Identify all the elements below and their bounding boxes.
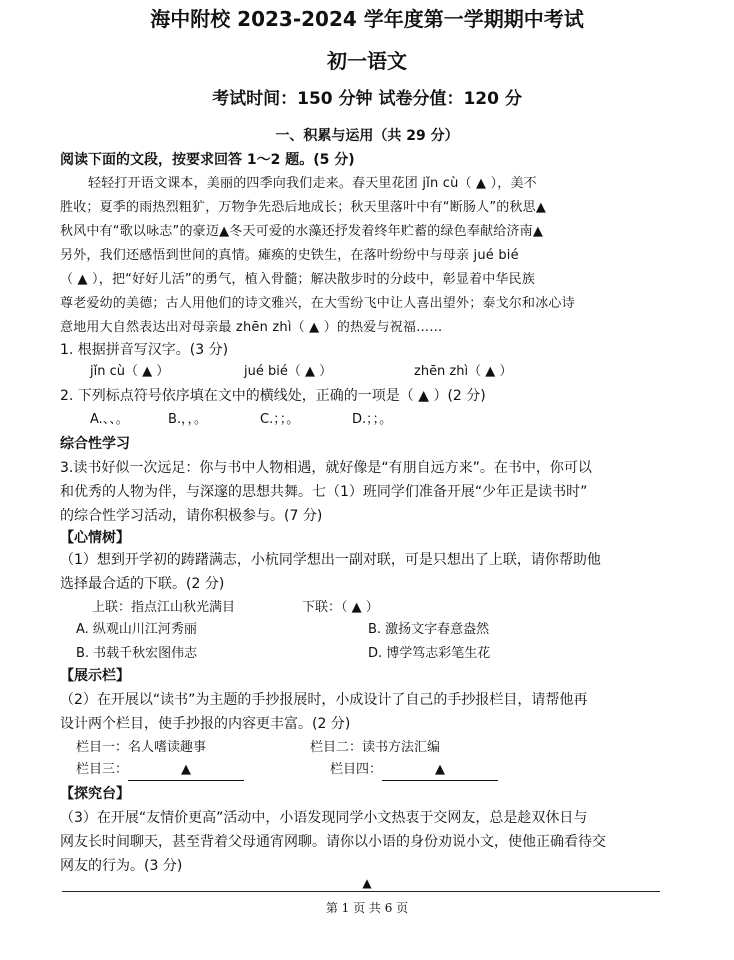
couplet-upper: 上联：指点江山秋光满目 (92, 600, 236, 615)
couplet-lower-blank[interactable]: 下联：（ ▲ ） (302, 600, 379, 615)
part1-option-b[interactable]: B. 激扬文字春意盎然 (368, 622, 490, 637)
q3-text: 3.读书好似一次远足：你与书中人物相遇，就好像是“有朋自远方来”。在书中，你可以 (60, 460, 592, 476)
q3-text: 的综合性学习活动，请你积极参与。(7 分) (60, 508, 323, 524)
q2-option-b[interactable]: B.，，。 (168, 412, 208, 427)
part1-option-a[interactable]: A. 纵观山川江河秀丽 (76, 622, 197, 637)
section-heading: 一、积累与运用（共 29 分） (275, 128, 459, 144)
part2-text: 设计两个栏目，使手抄报的内容更丰富。(2 分) (60, 716, 351, 732)
q1-blank-3[interactable]: zhēn zhì（ ▲ ） (414, 364, 513, 379)
column-four (330, 760, 498, 781)
column-one: 栏目一：名人嗜读趣事 (76, 740, 207, 755)
passage-line: 轻轻打开语文课本，美丽的四季向我们走来。春天里花团 jǐn cù（ ▲ ），美不 (88, 176, 537, 191)
part1-option-c[interactable]: B. 书载千秋宏图伟志 (76, 646, 198, 661)
passage-line: 秋风中有“歌以咏志”的豪迈▲冬天可爱的水藻还抒发着终年贮蓄的绿色奉献给济南▲ (60, 224, 544, 239)
footer-divider (62, 891, 660, 892)
part-label-display: 【展示栏】 (60, 668, 130, 684)
question-2: 2. 下列标点符号依序填在文中的横线处，正确的一项是（ ▲ ）(2 分) (60, 388, 486, 404)
q2-option-a[interactable]: A.、、。 (90, 412, 129, 427)
part-label-explore: 【探究台】 (60, 786, 130, 802)
q3-text: 和优秀的人物为伴，与深邃的思想共舞。七（1）班同学们准备开展“少年正是读书时” (60, 484, 588, 500)
q1-blank-1[interactable]: jǐn cù（ ▲ ） (90, 364, 170, 379)
column-three (76, 760, 244, 781)
part1-text: 选择最合适的下联。(2 分) (60, 576, 225, 592)
reading-instruction: 阅读下面的文段，按要求回答 1～2 题。(5 分) (60, 152, 355, 168)
passage-line: （ ▲ ），把“好好儿活”的勇气，植入骨髓；解决散步时的分歧中，彰显着中华民族 (60, 272, 536, 287)
part3-text: 网友的行为。(3 分) (60, 858, 183, 874)
part3-text: 网友长时间聊天，甚至背着父母通宵网聊。请你以小语的身份劝说小文，使他正确看待交 (60, 834, 606, 850)
part1-text: （1）想到开学初的踌躇满志，小杭同学想出一副对联，可是只想出了上联，请你帮助他 (60, 552, 601, 568)
q2-option-d[interactable]: D.；；。 (352, 412, 393, 427)
exam-info: 考试时间：150 分钟 试卷分值：120 分 (212, 89, 522, 109)
answer-area-mark[interactable]: ▲ (362, 876, 372, 890)
part2-text: （2）在开展以“读书”为主题的手抄报展时，小成设计了自己的手抄报栏目，请帮他再 (60, 692, 588, 708)
column-three-blank[interactable]: ▲ (128, 760, 244, 781)
part-label-heart-tree: 【心情树】 (60, 530, 130, 546)
question-1: 1. 根据拼音写汉字。(3 分) (60, 342, 229, 358)
passage-line: 胜收；夏季的雨热烈粗犷，万物争先恐后地成长；秋天里落叶中有“断肠人”的秋思▲ (60, 200, 547, 215)
q2-option-c[interactable]: C.；；。 (260, 412, 300, 427)
passage-line: 尊老爱幼的美德；古人用他们的诗文雅兴，在大雪纷飞中让人喜出望外；泰戈尔和冰心诗 (60, 296, 575, 311)
passage-line: 另外，我们还感悟到世间的真情。瘫痪的史铁生，在落叶纷纷中与母亲 jué bié (60, 248, 519, 263)
exam-title: 海中附校 2023-2024 学年度第一学期期中考试 (150, 7, 584, 31)
section-heading-integrated: 综合性学习 (60, 436, 130, 452)
passage-line: 意地用大自然表达出对母亲最 zhēn zhì（ ▲ ）的热爱与祝福…… (60, 320, 443, 335)
column-four-label: 栏目四： (330, 762, 383, 777)
column-four-blank[interactable]: ▲ (382, 760, 498, 781)
column-two: 栏目二：读书方法汇编 (310, 740, 441, 755)
part3-text: （3）在开展“友情价更高”活动中，小语发现同学小文热衷于交网友，总是趁双休日与 (60, 810, 588, 826)
q1-blank-2[interactable]: jué bié（ ▲ ） (244, 364, 333, 379)
subject-title: 初一语文 (327, 49, 407, 73)
column-three-label: 栏目三： (76, 762, 129, 777)
part1-option-d[interactable]: D. 博学笃志彩笔生花 (368, 646, 491, 661)
page-number: 第 1 页 共 6 页 (325, 901, 409, 915)
